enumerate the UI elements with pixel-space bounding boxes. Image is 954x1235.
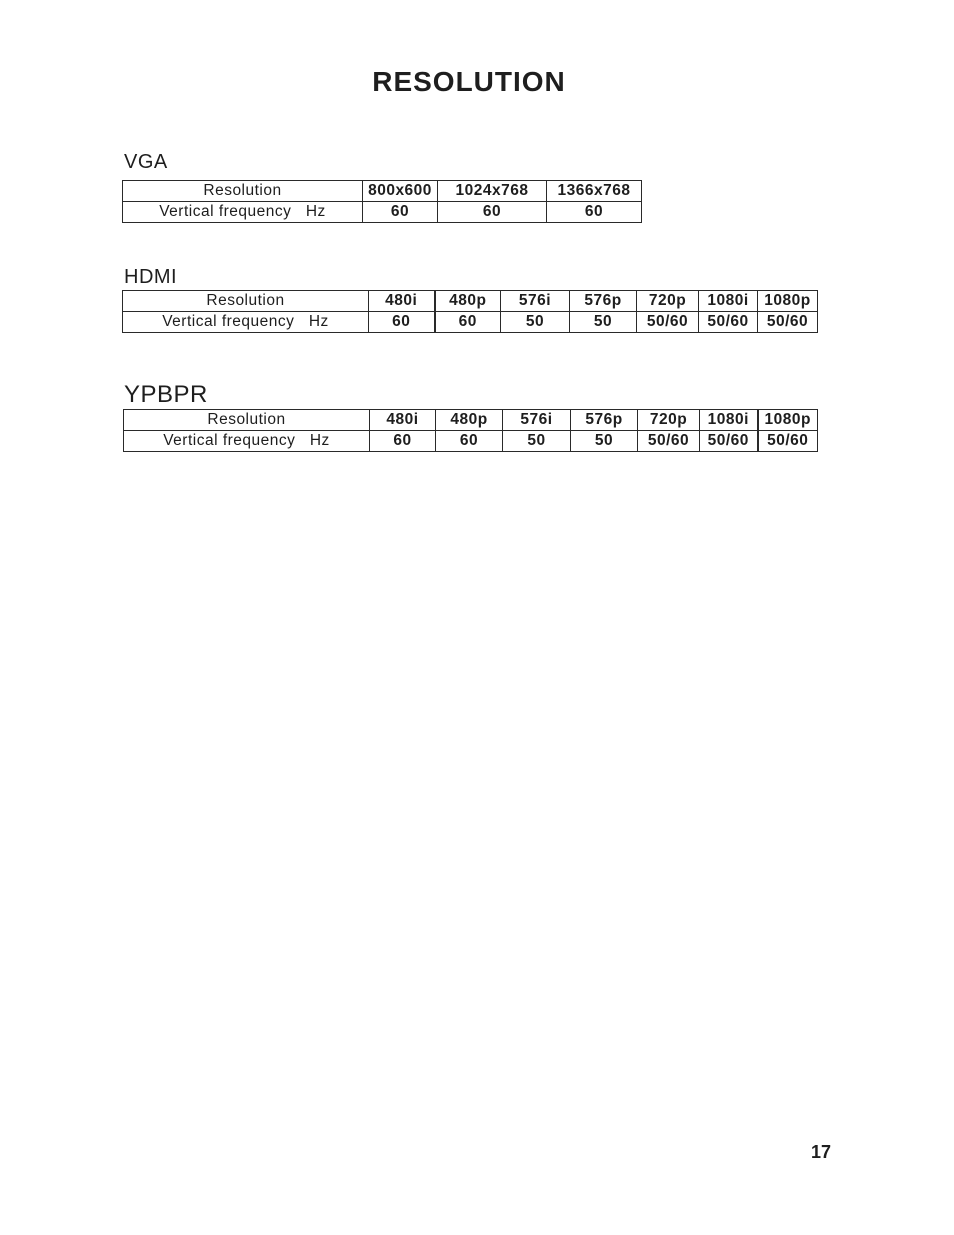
frequency-cell: 50/60 (758, 431, 818, 452)
resolution-cell: 1080i (700, 410, 758, 431)
ypbpr-resolution-table (123, 409, 818, 452)
frequency-cell: 60 (547, 202, 642, 223)
table-row (123, 291, 818, 312)
frequency-cell: 50 (503, 431, 571, 452)
resolution-cell: 576i (501, 291, 570, 312)
resolution-cell: 576i (503, 410, 571, 431)
frequency-cell: 60 (369, 312, 435, 333)
frequency-cell: 50/60 (758, 312, 818, 333)
row-label-resolution: Resolution (123, 291, 369, 312)
frequency-cell: 50/60 (700, 431, 758, 452)
row-label-vertical-frequency: Vertical frequency Hz (124, 431, 370, 452)
resolution-cell: 576p (571, 410, 638, 431)
resolution-cell: 1366x768 (547, 181, 642, 202)
frequency-cell: 60 (438, 202, 547, 223)
resolution-cell: 1080p (758, 410, 818, 431)
vga-resolution-table (122, 180, 642, 223)
frequency-cell: 50 (501, 312, 570, 333)
table-row (123, 312, 818, 333)
hdmi-resolution-table (122, 290, 818, 333)
row-label-vertical-frequency: Vertical frequency Hz (123, 202, 363, 223)
resolution-cell: 1080p (758, 291, 818, 312)
table-row (124, 410, 818, 431)
resolution-cell: 800x600 (363, 181, 438, 202)
frequency-cell: 60 (363, 202, 438, 223)
row-label-vertical-frequency: Vertical frequency Hz (123, 312, 369, 333)
frequency-cell: 50/60 (699, 312, 758, 333)
table-row (124, 431, 818, 452)
resolution-cell: 480i (369, 291, 435, 312)
resolution-cell: 1080i (699, 291, 758, 312)
section-label-hdmi: HDMI (124, 266, 178, 288)
frequency-cell: 60 (435, 312, 501, 333)
frequency-cell: 60 (370, 431, 436, 452)
row-label-resolution: Resolution (123, 181, 363, 202)
row-label-resolution: Resolution (124, 410, 370, 431)
page-title: RESOLUTION (372, 66, 566, 97)
frequency-cell: 50/60 (637, 312, 699, 333)
frequency-cell: 60 (436, 431, 503, 452)
resolution-cell: 480p (436, 410, 503, 431)
resolution-cell: 576p (570, 291, 637, 312)
resolution-cell: 720p (638, 410, 700, 431)
page-number: 17 (811, 1142, 832, 1162)
resolution-cell: 480p (435, 291, 501, 312)
table-row (123, 181, 642, 202)
frequency-cell: 50/60 (638, 431, 700, 452)
section-label-vga: VGA (124, 151, 168, 173)
frequency-cell: 50 (570, 312, 637, 333)
frequency-cell: 50 (571, 431, 638, 452)
section-label-ypbpr: YPBPR (124, 381, 208, 408)
table-row (123, 202, 642, 223)
resolution-cell: 720p (637, 291, 699, 312)
resolution-cell: 480i (370, 410, 436, 431)
resolution-cell: 1024x768 (438, 181, 547, 202)
